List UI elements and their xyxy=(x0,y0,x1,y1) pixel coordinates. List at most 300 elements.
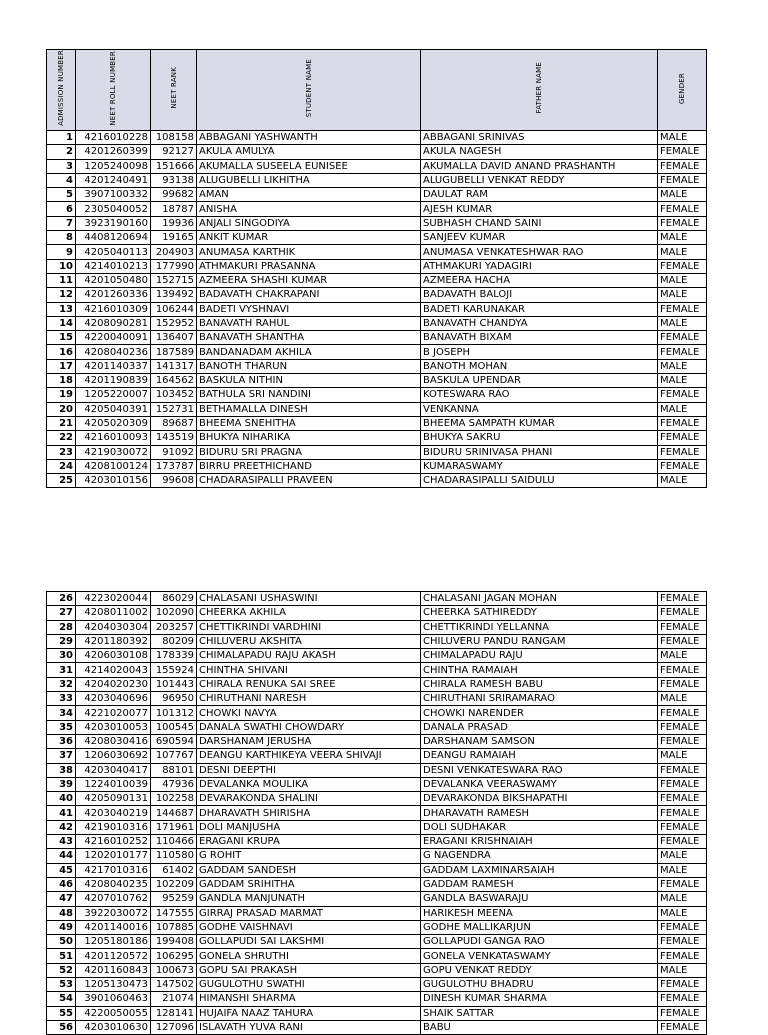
table-row xyxy=(47,749,707,763)
neet-roll-number-cell: 4205040391 xyxy=(76,402,151,416)
neet-rank-cell: 93138 xyxy=(151,173,197,187)
student-name-cell: BHEEMA SNEHITHA xyxy=(197,416,421,430)
neet-rank-cell: 92127 xyxy=(151,145,197,159)
neet-rank-cell: 106244 xyxy=(151,302,197,316)
father-name-cell: DARSHANAM SAMSON xyxy=(421,734,658,748)
admission-number-cell: 53 xyxy=(47,978,76,992)
father-name-cell: BANAVATH CHANDYA xyxy=(421,316,658,330)
table-body-top xyxy=(47,131,707,488)
table-row xyxy=(47,706,707,720)
admission-number-cell: 48 xyxy=(47,906,76,920)
father-name-cell: VENKANNA xyxy=(421,402,658,416)
father-name-cell: DOLI SUDHAKAR xyxy=(421,820,658,834)
admission-number-cell: 39 xyxy=(47,777,76,791)
gender-cell: FEMALE xyxy=(658,620,707,634)
neet-roll-number-cell: 1205220007 xyxy=(76,388,151,402)
table-row xyxy=(47,835,707,849)
father-name-cell: ATHMAKURI YADAGIRI xyxy=(421,259,658,273)
gender-cell: FEMALE xyxy=(658,978,707,992)
gender-cell: FEMALE xyxy=(658,706,707,720)
neet-roll-number-cell: 1206030692 xyxy=(76,749,151,763)
admission-number-cell: 21 xyxy=(47,416,76,430)
gender-cell: FEMALE xyxy=(658,677,707,691)
table-row xyxy=(47,763,707,777)
father-name-cell: CHETTIKRINDI YELLANNA xyxy=(421,620,658,634)
table-row xyxy=(47,663,707,677)
neet-roll-number-cell: 1202010177 xyxy=(76,849,151,863)
student-name-cell: GADDAM SANDESH xyxy=(197,863,421,877)
father-name-cell: B JOSEPH xyxy=(421,345,658,359)
student-name-cell: BHUKYA NIHARIKA xyxy=(197,431,421,445)
father-name-cell: CHINTHA RAMAIAH xyxy=(421,663,658,677)
neet-rank-cell: 100673 xyxy=(151,963,197,977)
gender-cell: FEMALE xyxy=(658,634,707,648)
admission-number-cell: 34 xyxy=(47,706,76,720)
father-name-cell: BHEEMA SAMPATH KUMAR xyxy=(421,416,658,430)
father-name-cell: DESNI VENKATESWARA RAO xyxy=(421,763,658,777)
gender-cell: FEMALE xyxy=(658,792,707,806)
neet-roll-number-cell: 4204020230 xyxy=(76,677,151,691)
neet-rank-cell: 136407 xyxy=(151,331,197,345)
table-row xyxy=(47,245,707,259)
neet-rank-cell: 143519 xyxy=(151,431,197,445)
neet-roll-number-cell: 4201260399 xyxy=(76,145,151,159)
table-row xyxy=(47,474,707,488)
gender-cell: MALE xyxy=(658,131,707,145)
table-row xyxy=(47,231,707,245)
gender-cell: MALE xyxy=(658,359,707,373)
student-name-cell: GADDAM SRIHITHA xyxy=(197,877,421,891)
student-name-cell: GODHE VAISHNAVI xyxy=(197,920,421,934)
neet-roll-number-cell: 3907100332 xyxy=(76,188,151,202)
neet-rank-cell: 178339 xyxy=(151,649,197,663)
admission-number-cell: 52 xyxy=(47,963,76,977)
admission-number-cell: 6 xyxy=(47,202,76,216)
admission-number-cell: 23 xyxy=(47,445,76,459)
student-name-cell: BADETI VYSHNAVI xyxy=(197,302,421,316)
table-row xyxy=(47,416,707,430)
gender-cell: MALE xyxy=(658,288,707,302)
student-name-cell: GANDLA MANJUNATH xyxy=(197,892,421,906)
neet-rank-cell: 151666 xyxy=(151,159,197,173)
admission-number-cell: 50 xyxy=(47,935,76,949)
neet-rank-cell: 95259 xyxy=(151,892,197,906)
neet-rank-cell: 173787 xyxy=(151,459,197,473)
gender-cell: FEMALE xyxy=(658,835,707,849)
neet-roll-number-cell: 4203040219 xyxy=(76,806,151,820)
admission-number-cell: 42 xyxy=(47,820,76,834)
table-row xyxy=(47,620,707,634)
table-row xyxy=(47,849,707,863)
admission-number-cell: 24 xyxy=(47,459,76,473)
table-row xyxy=(47,792,707,806)
student-name-cell: CHALASANI USHASWINI xyxy=(197,592,421,606)
neet-roll-number-cell: 4201240491 xyxy=(76,173,151,187)
gender-cell: MALE xyxy=(658,245,707,259)
gender-cell: MALE xyxy=(658,892,707,906)
gender-cell: FEMALE xyxy=(658,920,707,934)
student-name-cell: ERAGANI KRUPA xyxy=(197,835,421,849)
neet-roll-number-cell: 4205020309 xyxy=(76,416,151,430)
neet-roll-number-cell: 4201160843 xyxy=(76,963,151,977)
student-name-cell: BIDURU SRI PRAGNA xyxy=(197,445,421,459)
student-name-cell: AZMEERA SHASHI KUMAR xyxy=(197,273,421,287)
neet-rank-cell: 106295 xyxy=(151,949,197,963)
father-name-cell: DANALA PRASAD xyxy=(421,720,658,734)
neet-roll-number-cell: 4219010316 xyxy=(76,820,151,834)
table-row xyxy=(47,720,707,734)
table-row xyxy=(47,863,707,877)
neet-roll-number-cell: 4208011002 xyxy=(76,606,151,620)
admission-number-cell: 33 xyxy=(47,692,76,706)
neet-rank-cell: 171961 xyxy=(151,820,197,834)
table-row xyxy=(47,202,707,216)
neet-roll-number-cell: 1205180186 xyxy=(76,935,151,949)
gender-cell: FEMALE xyxy=(658,606,707,620)
gender-cell: FEMALE xyxy=(658,202,707,216)
table-row xyxy=(47,920,707,934)
father-name-cell: AKULA NAGESH xyxy=(421,145,658,159)
neet-roll-number-cell: 4203040417 xyxy=(76,763,151,777)
neet-roll-number-cell: 4201140016 xyxy=(76,920,151,934)
neet-roll-number-cell: 4205040113 xyxy=(76,245,151,259)
father-name-cell: BADAVATH BALOJI xyxy=(421,288,658,302)
gender-cell: FEMALE xyxy=(658,331,707,345)
table-row xyxy=(47,173,707,187)
student-name-cell: ATHMAKURI PRASANNA xyxy=(197,259,421,273)
gender-cell: FEMALE xyxy=(658,949,707,963)
student-name-cell: GOLLAPUDI SAI LAKSHMI xyxy=(197,935,421,949)
gender-cell: MALE xyxy=(658,316,707,330)
gender-cell: FEMALE xyxy=(658,216,707,230)
neet-rank-cell: 110580 xyxy=(151,849,197,863)
admission-number-cell: 25 xyxy=(47,474,76,488)
header-neet-roll-number: NEET ROLL NUMBER xyxy=(76,50,151,131)
neet-rank-cell: 101312 xyxy=(151,706,197,720)
admission-number-cell: 38 xyxy=(47,763,76,777)
admission-number-cell: 1 xyxy=(47,131,76,145)
header-row xyxy=(47,50,707,131)
father-name-cell: CHIRUTHANI SRIRAMARAO xyxy=(421,692,658,706)
table-row xyxy=(47,963,707,977)
gender-cell: FEMALE xyxy=(658,445,707,459)
neet-roll-number-cell: 4214010213 xyxy=(76,259,151,273)
father-name-cell: AKUMALLA DAVID ANAND PRASHANTH xyxy=(421,159,658,173)
student-name-cell: ALUGUBELLI LIKHITHA xyxy=(197,173,421,187)
admission-number-cell: 15 xyxy=(47,331,76,345)
father-name-cell: BIDURU SRINIVASA PHANI xyxy=(421,445,658,459)
father-name-cell: ABBAGANI SRINIVAS xyxy=(421,131,658,145)
neet-rank-cell: 101443 xyxy=(151,677,197,691)
gender-cell: FEMALE xyxy=(658,720,707,734)
student-name-cell: GUGULOTHU SWATHI xyxy=(197,978,421,992)
admission-number-cell: 47 xyxy=(47,892,76,906)
header-admission-number: ADMISSION NUMBER xyxy=(47,50,76,131)
header-student-name: STUDENT NAME xyxy=(197,50,421,131)
neet-roll-number-cell: 4203010053 xyxy=(76,720,151,734)
table-row xyxy=(47,131,707,145)
neet-roll-number-cell: 3901060463 xyxy=(76,992,151,1006)
student-name-cell: DESNI DEEPTHI xyxy=(197,763,421,777)
table-row xyxy=(47,216,707,230)
student-name-cell: AMAN xyxy=(197,188,421,202)
father-name-cell: SUBHASH CHAND SAINI xyxy=(421,216,658,230)
admission-number-cell: 16 xyxy=(47,345,76,359)
gender-cell: FEMALE xyxy=(658,992,707,1006)
father-name-cell: DEANGU RAMAIAH xyxy=(421,749,658,763)
neet-roll-number-cell: 4205090131 xyxy=(76,792,151,806)
student-name-cell: CHEERKA AKHILA xyxy=(197,606,421,620)
student-name-cell: ANKIT KUMAR xyxy=(197,231,421,245)
neet-roll-number-cell: 4201120572 xyxy=(76,949,151,963)
admission-number-cell: 3 xyxy=(47,159,76,173)
neet-roll-number-cell: 4204030304 xyxy=(76,620,151,634)
neet-rank-cell: 21074 xyxy=(151,992,197,1006)
gender-cell: MALE xyxy=(658,749,707,763)
admission-number-cell: 14 xyxy=(47,316,76,330)
student-name-cell: DANALA SWATHI CHOWDARY xyxy=(197,720,421,734)
student-name-cell: CHIRUTHANI NARESH xyxy=(197,692,421,706)
father-name-cell: ANUMASA VENKATESHWAR RAO xyxy=(421,245,658,259)
father-name-cell: GOPU VENKAT REDDY xyxy=(421,963,658,977)
student-name-cell: BIRRU PREETHICHAND xyxy=(197,459,421,473)
gender-cell: MALE xyxy=(658,273,707,287)
neet-roll-number-cell: 4214020043 xyxy=(76,663,151,677)
neet-rank-cell: 19936 xyxy=(151,216,197,230)
admission-number-cell: 43 xyxy=(47,835,76,849)
father-name-cell: DEVALANKA VEERASWAMY xyxy=(421,777,658,791)
neet-rank-cell: 690594 xyxy=(151,734,197,748)
neet-roll-number-cell: 3922030072 xyxy=(76,906,151,920)
student-name-cell: BATHULA SRI NANDINI xyxy=(197,388,421,402)
student-name-cell: DOLI MANJUSHA xyxy=(197,820,421,834)
neet-rank-cell: 86029 xyxy=(151,592,197,606)
table-row xyxy=(47,273,707,287)
father-name-cell: SANJEEV KUMAR xyxy=(421,231,658,245)
table-row xyxy=(47,949,707,963)
gender-cell: FEMALE xyxy=(658,1006,707,1020)
table-row xyxy=(47,374,707,388)
table-row xyxy=(47,1020,707,1034)
neet-roll-number-cell: 4223020044 xyxy=(76,592,151,606)
gender-cell: FEMALE xyxy=(658,259,707,273)
student-name-cell: CHIMALAPADU RAJU AKASH xyxy=(197,649,421,663)
student-name-cell: CHADARASIPALLI PRAVEEN xyxy=(197,474,421,488)
student-name-cell: BANAVATH SHANTHA xyxy=(197,331,421,345)
admission-number-cell: 55 xyxy=(47,1006,76,1020)
admission-number-cell: 41 xyxy=(47,806,76,820)
gender-cell: FEMALE xyxy=(658,431,707,445)
neet-roll-number-cell: 1205130473 xyxy=(76,978,151,992)
neet-roll-number-cell: 4208100124 xyxy=(76,459,151,473)
student-name-cell: BASKULA NITHIN xyxy=(197,374,421,388)
gender-cell: FEMALE xyxy=(658,159,707,173)
admission-number-cell: 20 xyxy=(47,402,76,416)
neet-roll-number-cell: 1205240098 xyxy=(76,159,151,173)
student-name-cell: BETHAMALLA DINESH xyxy=(197,402,421,416)
gender-cell: MALE xyxy=(658,863,707,877)
student-name-cell: BADAVATH CHAKRAPANI xyxy=(197,288,421,302)
student-name-cell: CHETTIKRINDI VARDHINI xyxy=(197,620,421,634)
neet-rank-cell: 204903 xyxy=(151,245,197,259)
gender-cell: FEMALE xyxy=(658,592,707,606)
admission-number-cell: 4 xyxy=(47,173,76,187)
admission-number-cell: 13 xyxy=(47,302,76,316)
neet-rank-cell: 139492 xyxy=(151,288,197,302)
gender-cell: FEMALE xyxy=(658,173,707,187)
table-row xyxy=(47,445,707,459)
admission-number-cell: 37 xyxy=(47,749,76,763)
neet-rank-cell: 107767 xyxy=(151,749,197,763)
table-row xyxy=(47,302,707,316)
admission-number-cell: 35 xyxy=(47,720,76,734)
father-name-cell: CHALASANI JAGAN MOHAN xyxy=(421,592,658,606)
admission-number-cell: 26 xyxy=(47,592,76,606)
neet-rank-cell: 107885 xyxy=(151,920,197,934)
admission-number-cell: 19 xyxy=(47,388,76,402)
student-name-cell: DEVARAKONDA SHALINI xyxy=(197,792,421,806)
table-row xyxy=(47,820,707,834)
student-name-cell: AKUMALLA SUSEELA EUNISEE xyxy=(197,159,421,173)
table-row xyxy=(47,331,707,345)
admission-number-cell: 22 xyxy=(47,431,76,445)
father-name-cell: GADDAM RAMESH xyxy=(421,877,658,891)
admission-number-cell: 51 xyxy=(47,949,76,963)
student-name-cell: CHILUVERU AKSHITA xyxy=(197,634,421,648)
father-name-cell: G NAGENDRA xyxy=(421,849,658,863)
neet-rank-cell: 127096 xyxy=(151,1020,197,1034)
student-name-cell: GOPU SAI PRAKASH xyxy=(197,963,421,977)
gender-cell: FEMALE xyxy=(658,145,707,159)
admission-number-cell: 11 xyxy=(47,273,76,287)
father-name-cell: AZMEERA HACHA xyxy=(421,273,658,287)
gender-cell: MALE xyxy=(658,188,707,202)
table-row xyxy=(47,1006,707,1020)
admission-number-cell: 9 xyxy=(47,245,76,259)
admission-number-cell: 10 xyxy=(47,259,76,273)
table-row xyxy=(47,992,707,1006)
neet-roll-number-cell: 4408120694 xyxy=(76,231,151,245)
student-name-cell: CHIRALA RENUKA SAI SREE xyxy=(197,677,421,691)
student-name-cell: ANISHA xyxy=(197,202,421,216)
neet-roll-number-cell: 4208030416 xyxy=(76,734,151,748)
student-name-cell: HUJAIFA NAAZ TAHURA xyxy=(197,1006,421,1020)
neet-rank-cell: 141317 xyxy=(151,359,197,373)
gender-cell: FEMALE xyxy=(658,302,707,316)
neet-roll-number-cell: 4217010316 xyxy=(76,863,151,877)
father-name-cell: GADDAM LAXMINARSAIAH xyxy=(421,863,658,877)
neet-roll-number-cell: 4201260336 xyxy=(76,288,151,302)
father-name-cell: BHUKYA SAKRU xyxy=(421,431,658,445)
table-row xyxy=(47,402,707,416)
gender-cell: MALE xyxy=(658,474,707,488)
table-row xyxy=(47,677,707,691)
father-name-cell: AJESH KUMAR xyxy=(421,202,658,216)
father-name-cell: SHAIK SATTAR xyxy=(421,1006,658,1020)
father-name-cell: HARIKESH MEENA xyxy=(421,906,658,920)
father-name-cell: CHILUVERU PANDU RANGAM xyxy=(421,634,658,648)
table-row xyxy=(47,288,707,302)
neet-rank-cell: 88101 xyxy=(151,763,197,777)
table-row xyxy=(47,877,707,891)
gender-cell: FEMALE xyxy=(658,1020,707,1034)
admission-number-cell: 17 xyxy=(47,359,76,373)
table-row xyxy=(47,345,707,359)
neet-rank-cell: 177990 xyxy=(151,259,197,273)
student-name-cell: G ROHIT xyxy=(197,849,421,863)
neet-roll-number-cell: 4216010252 xyxy=(76,835,151,849)
table-body-bottom xyxy=(47,592,707,1035)
father-name-cell: BADETI KARUNAKAR xyxy=(421,302,658,316)
admission-number-cell: 45 xyxy=(47,863,76,877)
neet-rank-cell: 102090 xyxy=(151,606,197,620)
father-name-cell: CHADARASIPALLI SAIDULU xyxy=(421,474,658,488)
neet-roll-number-cell: 4208040235 xyxy=(76,877,151,891)
table-row xyxy=(47,734,707,748)
student-name-cell: DEVALANKA MOULIKA xyxy=(197,777,421,791)
father-name-cell: DAULAT RAM xyxy=(421,188,658,202)
student-name-cell: DEANGU KARTHIKEYA VEERA SHIVAJI xyxy=(197,749,421,763)
father-name-cell: ALUGUBELLI VENKAT REDDY xyxy=(421,173,658,187)
admission-number-cell: 12 xyxy=(47,288,76,302)
neet-roll-number-cell: 2305040052 xyxy=(76,202,151,216)
neet-rank-cell: 152952 xyxy=(151,316,197,330)
father-name-cell: KUMARASWAMY xyxy=(421,459,658,473)
neet-rank-cell: 91092 xyxy=(151,445,197,459)
gender-cell: FEMALE xyxy=(658,877,707,891)
father-name-cell: BABU xyxy=(421,1020,658,1034)
student-name-cell: CHOWKI NAVYA xyxy=(197,706,421,720)
student-name-cell: CHINTHA SHIVANI xyxy=(197,663,421,677)
gender-cell: MALE xyxy=(658,849,707,863)
admission-number-cell: 5 xyxy=(47,188,76,202)
neet-rank-cell: 147502 xyxy=(151,978,197,992)
father-name-cell: CHIMALAPADU RAJU xyxy=(421,649,658,663)
admission-number-cell: 8 xyxy=(47,231,76,245)
admission-number-cell: 29 xyxy=(47,634,76,648)
admission-number-cell: 46 xyxy=(47,877,76,891)
gender-cell: FEMALE xyxy=(658,763,707,777)
neet-rank-cell: 110466 xyxy=(151,835,197,849)
table-row xyxy=(47,359,707,373)
gender-cell: FEMALE xyxy=(658,459,707,473)
father-name-cell: GOLLAPUDI GANGA RAO xyxy=(421,935,658,949)
neet-rank-cell: 89687 xyxy=(151,416,197,430)
gender-cell: FEMALE xyxy=(658,935,707,949)
admission-number-cell: 31 xyxy=(47,663,76,677)
gender-cell: FEMALE xyxy=(658,806,707,820)
neet-rank-cell: 102258 xyxy=(151,792,197,806)
gender-cell: FEMALE xyxy=(658,663,707,677)
student-name-cell: BANAVATH RAHUL xyxy=(197,316,421,330)
table-row xyxy=(47,431,707,445)
table-row xyxy=(47,592,707,606)
admission-number-cell: 49 xyxy=(47,920,76,934)
father-name-cell: GONELA VENKATASWAMY xyxy=(421,949,658,963)
gender-cell: FEMALE xyxy=(658,416,707,430)
admission-number-cell: 54 xyxy=(47,992,76,1006)
neet-roll-number-cell: 4219030072 xyxy=(76,445,151,459)
neet-roll-number-cell: 4208040236 xyxy=(76,345,151,359)
admission-number-cell: 32 xyxy=(47,677,76,691)
neet-rank-cell: 203257 xyxy=(151,620,197,634)
table-row xyxy=(47,606,707,620)
student-name-cell: GIRRAJ PRASAD MARMAT xyxy=(197,906,421,920)
neet-rank-cell: 19165 xyxy=(151,231,197,245)
neet-rank-cell: 155924 xyxy=(151,663,197,677)
neet-roll-number-cell: 4203010156 xyxy=(76,474,151,488)
table-row xyxy=(47,388,707,402)
